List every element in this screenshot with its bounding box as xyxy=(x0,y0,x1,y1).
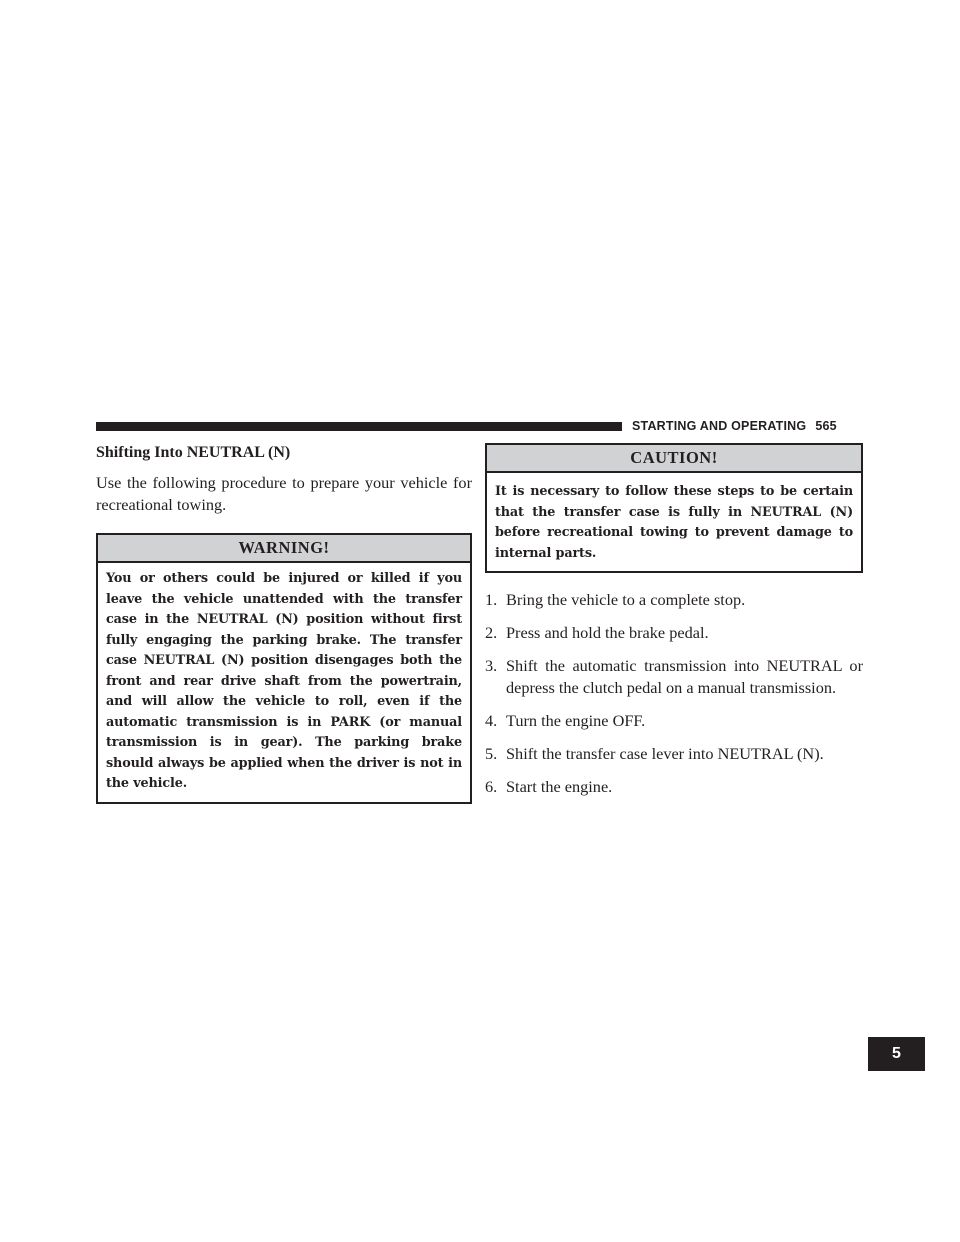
header-rule xyxy=(96,422,622,431)
step-text: Turn the engine OFF. xyxy=(506,711,646,730)
step-item xyxy=(485,655,863,699)
warning-heading: WARNING! xyxy=(98,535,470,563)
step-number: 5. xyxy=(485,744,498,763)
caution-heading: CAUTION! xyxy=(487,445,861,473)
warning-body: You or others could be injured or killed if you leave the vehicle unattended with the transfer case in the NEUTRAL (N) position without first fully engaging the parking brake. The transfer case NEUTRAL (N) position disengages both the front and rear drive shaft from the powertrain, and will allow the vehicle to roll, even if the automatic transmission is in PARK (or manual transmission is in gear). The parking brake should always be applied when the driver is not in the vehicle. xyxy=(106,571,462,791)
step-text: Shift the transfer case lever into NEUTRAL (N). xyxy=(506,744,824,763)
step-number: 2. xyxy=(485,623,498,642)
procedure-steps xyxy=(485,589,863,798)
step-text: Bring the vehicle to a complete stop. xyxy=(506,590,746,609)
step-item xyxy=(485,622,863,644)
caution-box xyxy=(485,443,863,573)
chapter-tab: 5 xyxy=(868,1037,925,1071)
step-number: 4. xyxy=(485,711,498,730)
step-item xyxy=(485,743,863,765)
caution-body: It is necessary to follow these steps to be certain that the transfer case is fully in NEUTRAL (N) before recreational towing to prevent damage to internal parts. xyxy=(495,484,853,561)
running-header xyxy=(632,419,837,433)
step-item xyxy=(485,776,863,798)
page-number: 565 xyxy=(815,419,837,433)
section-label: STARTING AND OPERATING xyxy=(632,419,807,433)
intro-paragraph: Use the following procedure to prepare your vehicle for recreational towing. xyxy=(96,473,472,514)
warning-box xyxy=(96,533,472,804)
step-number: 6. xyxy=(485,777,498,796)
left-column xyxy=(96,443,472,804)
step-text: Shift the automatic transmission into NEUTRAL or depress the clutch pedal on a manual transmission. xyxy=(506,656,863,697)
step-item xyxy=(485,710,863,732)
step-text: Press and hold the brake pedal. xyxy=(506,623,709,642)
step-text: Start the engine. xyxy=(506,777,613,796)
step-item xyxy=(485,589,863,611)
section-title: Shifting Into NEUTRAL (N) xyxy=(96,444,291,461)
step-number: 1. xyxy=(485,590,498,609)
step-number: 3. xyxy=(485,656,498,675)
right-column xyxy=(485,443,863,809)
